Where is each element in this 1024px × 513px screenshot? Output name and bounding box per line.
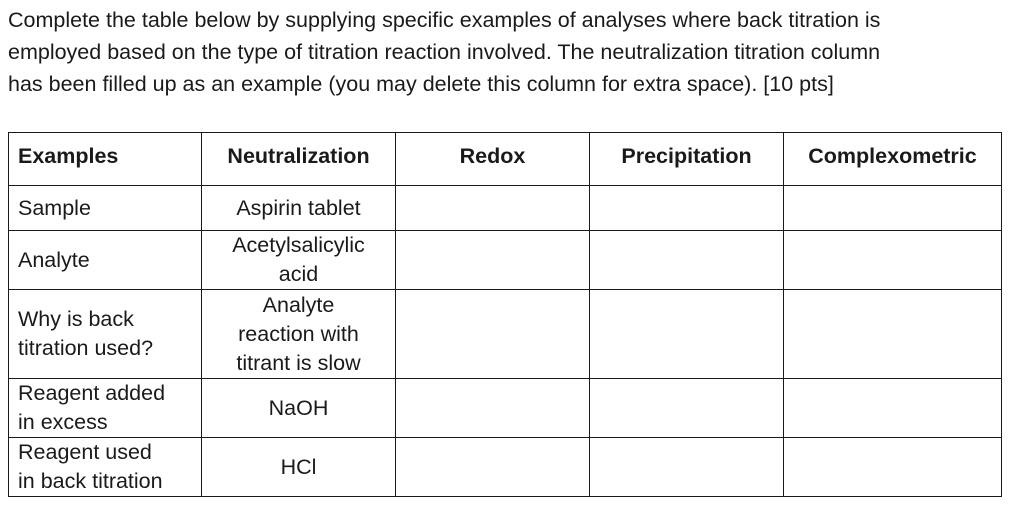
precipitation-cell[interactable] (590, 290, 784, 379)
row-label: Analyte (18, 247, 90, 272)
header-row (9, 133, 1002, 186)
redox-cell[interactable] (396, 290, 590, 379)
row-label-line-1: Why is back (18, 307, 134, 331)
neutralization-value: Aspirin tablet (236, 195, 361, 220)
row-label-line-2: in back titration (18, 469, 163, 493)
header-complexometric: Complexometric (784, 133, 1002, 186)
row-label: Sample (18, 195, 91, 220)
row-label-cell (9, 186, 202, 231)
complexometric-cell[interactable] (784, 186, 1002, 231)
table-row-analyte (9, 231, 1002, 290)
complexometric-cell[interactable] (784, 379, 1002, 438)
complexometric-cell[interactable] (784, 290, 1002, 379)
table-row-reagent-back-titration (9, 438, 1002, 497)
neutralization-value: HCl (280, 454, 317, 479)
table-row-reagent-excess (9, 379, 1002, 438)
redox-cell[interactable] (396, 438, 590, 497)
neutralization-value-line-3: titrant is slow (236, 350, 361, 375)
header-examples: Examples (9, 133, 202, 186)
complexometric-cell[interactable] (784, 438, 1002, 497)
neutralization-cell (202, 379, 396, 438)
prompt-line-3: has been filled up as an example (you may delete this column for extra space). [10 pts] (8, 72, 834, 96)
row-label-line-1: Reagent added (18, 381, 166, 405)
precipitation-cell[interactable] (590, 379, 784, 438)
precipitation-cell[interactable] (590, 186, 784, 231)
header-neutralization: Neutralization (202, 133, 396, 186)
neutralization-cell (202, 438, 396, 497)
neutralization-value-line-1: Analyte (262, 292, 335, 317)
neutralization-value-line-2: reaction with (238, 321, 359, 346)
prompt-line-1: Complete the table below by supplying specific examples of analyses where back titration is (8, 8, 881, 32)
complexometric-cell[interactable] (784, 231, 1002, 290)
header-redox: Redox (396, 133, 590, 186)
row-label-cell (9, 379, 202, 438)
row-label-line-1: Reagent used (18, 440, 152, 464)
back-titration-table (8, 132, 1002, 497)
precipitation-cell[interactable] (590, 231, 784, 290)
question-prompt (8, 4, 1008, 100)
row-label-line-2: titration used? (18, 336, 154, 360)
redox-cell[interactable] (396, 379, 590, 438)
table-row-sample (9, 186, 1002, 231)
neutralization-cell (202, 186, 396, 231)
neutralization-cell (202, 231, 396, 290)
precipitation-cell[interactable] (590, 438, 784, 497)
neutralization-value-line-1: Acetylsalicylic (232, 233, 365, 257)
row-label-cell (9, 290, 202, 379)
neutralization-value: NaOH (268, 395, 329, 420)
table-row-why-back-titration (9, 290, 1002, 379)
row-label-cell (9, 231, 202, 290)
prompt-line-2: employed based on the type of titration reaction involved. The neutralization titration column (8, 40, 881, 64)
neutralization-cell (202, 290, 396, 379)
header-precipitation: Precipitation (590, 133, 784, 186)
redox-cell[interactable] (396, 231, 590, 290)
row-label-line-2: in excess (18, 410, 108, 434)
neutralization-value-line-2: acid (278, 262, 319, 286)
row-label-cell (9, 438, 202, 497)
redox-cell[interactable] (396, 186, 590, 231)
